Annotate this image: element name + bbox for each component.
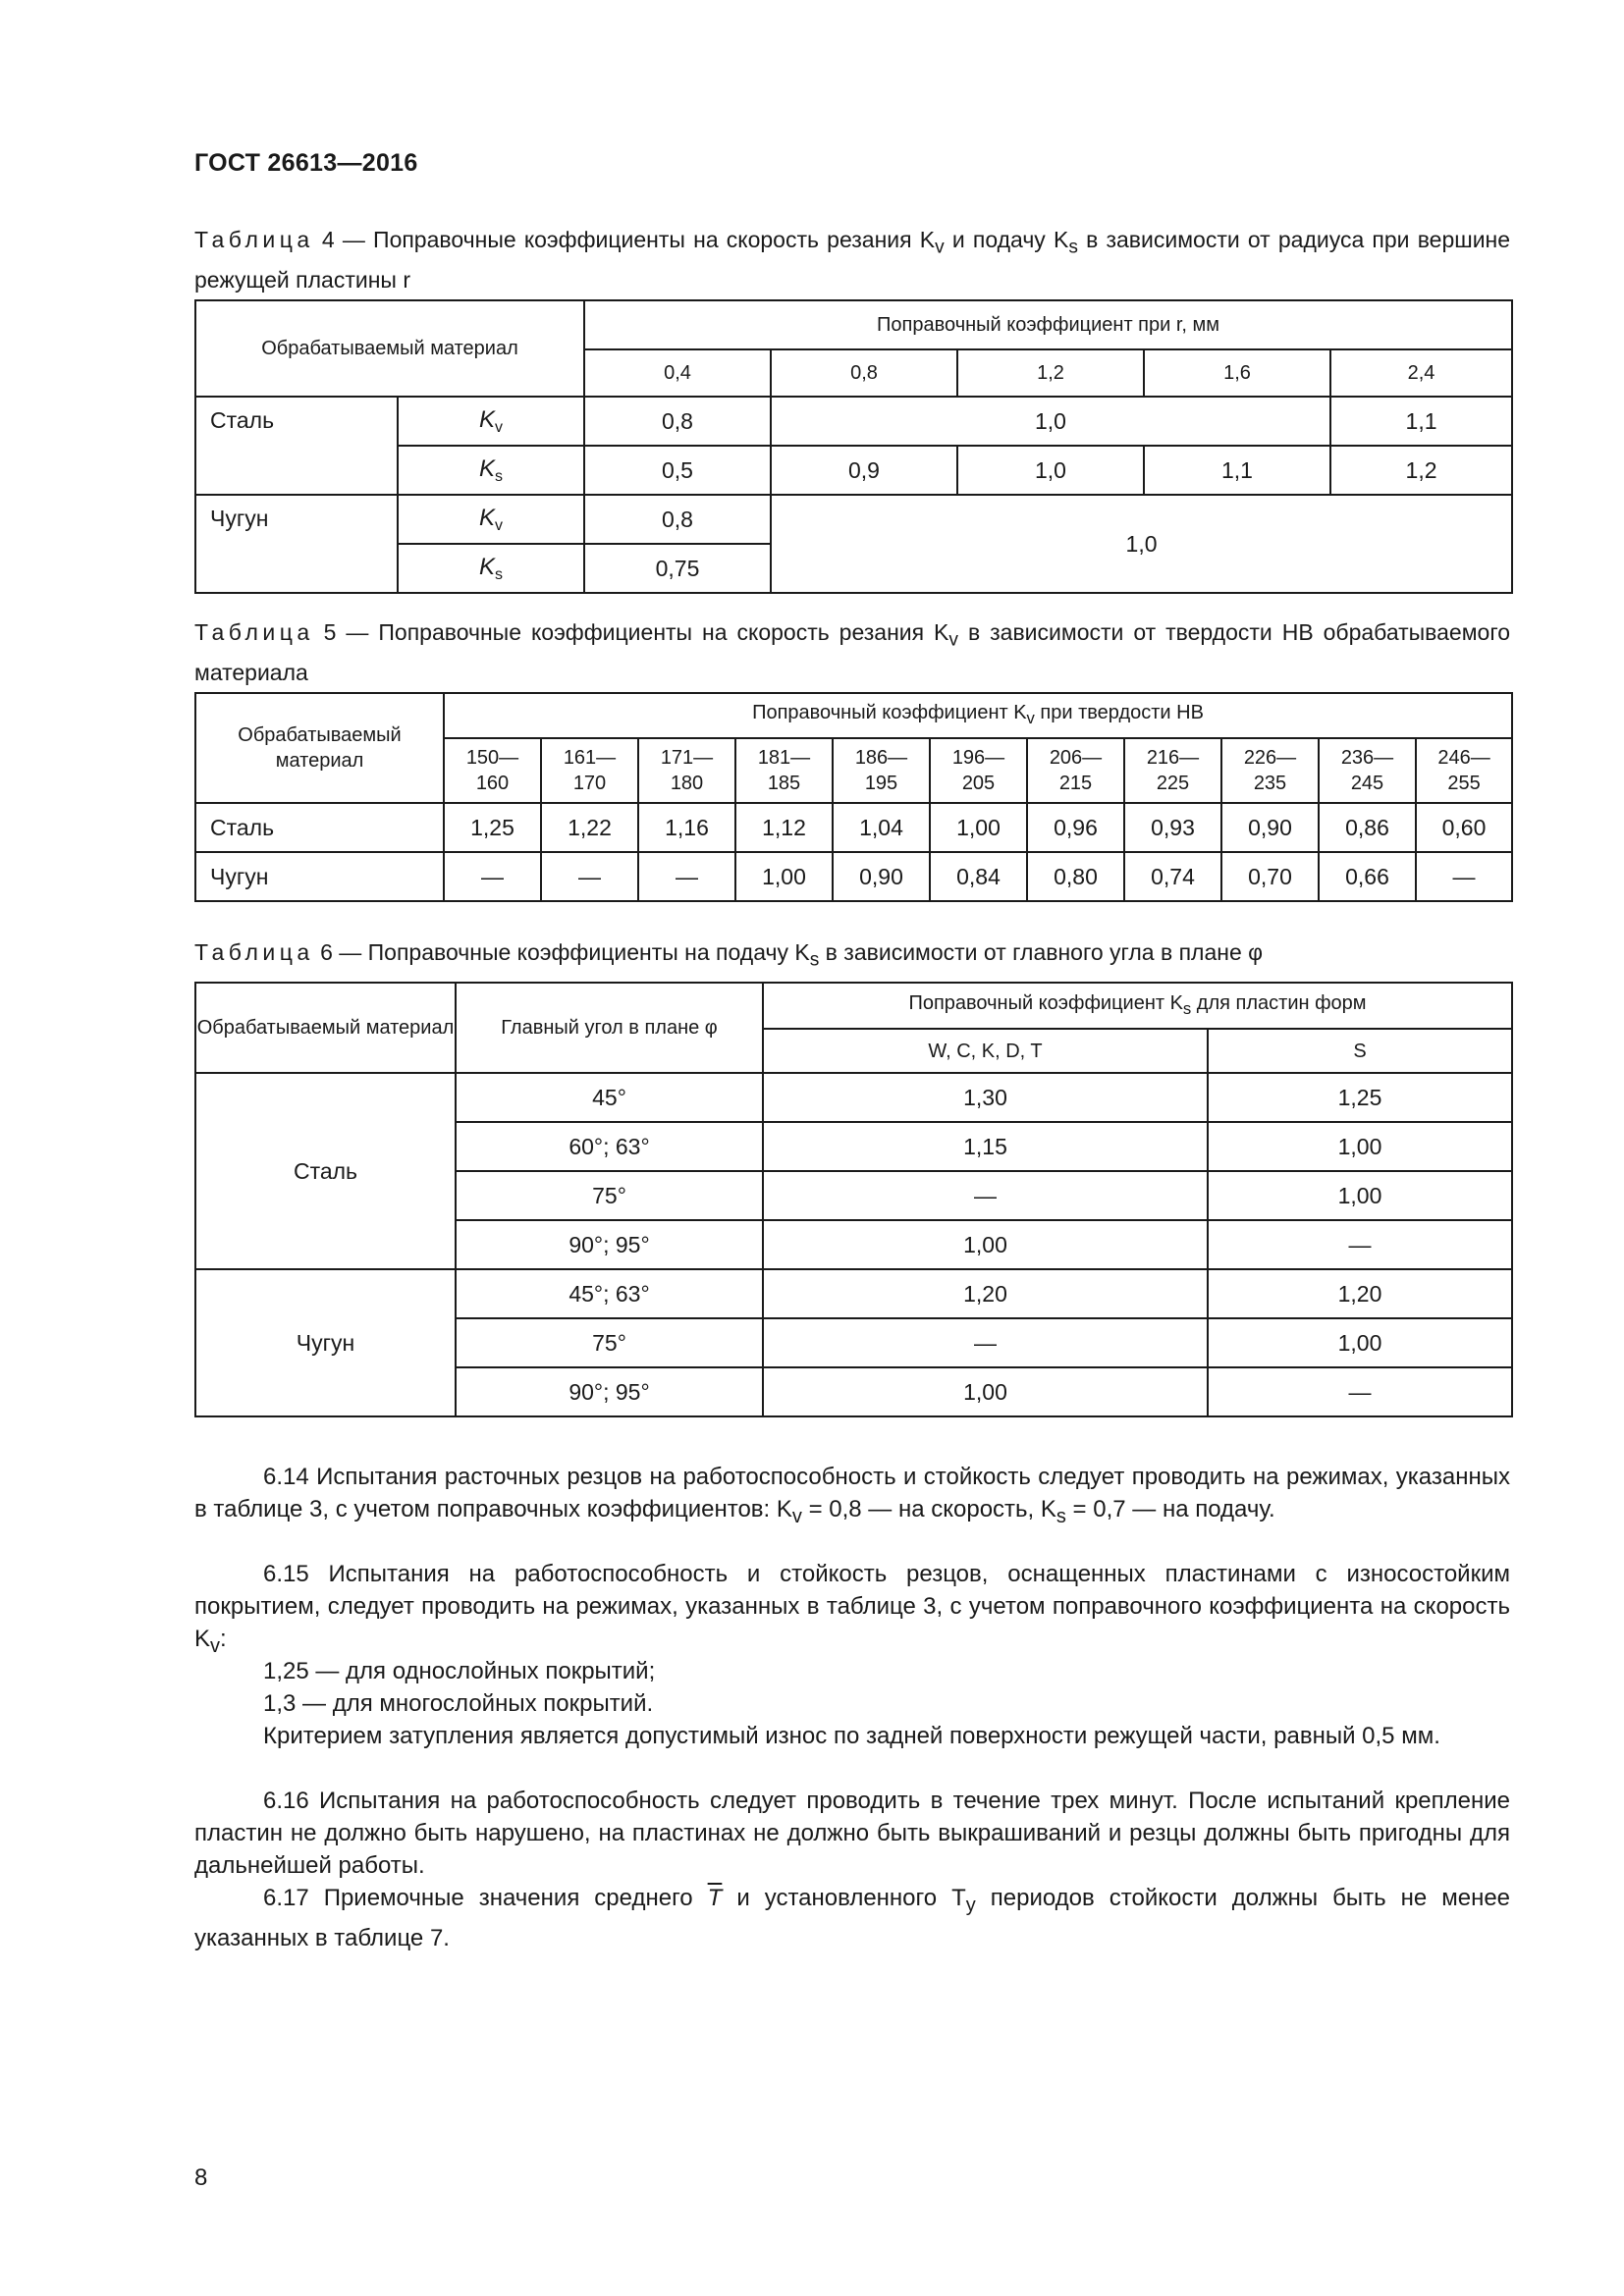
table6-caption: Таблица 6 — Поправочные коэффициенты на подачу $K_s$ в зависимости от главного угла в плане φ xyxy=(194,939,1264,971)
table6-iron: Чугун xyxy=(195,1269,456,1416)
table-cell: 1,16 xyxy=(638,803,735,852)
hardness-range: 216— 225 xyxy=(1124,738,1221,803)
table-cell: 1,1 xyxy=(1144,446,1330,495)
table4-radius: 0,4 xyxy=(584,349,771,397)
table6-header-angle: Главный угол в плане φ xyxy=(456,983,763,1073)
paragraph-6-16: 6.16 Испытания на работоспособность следует проводить в течение трех минут. После испытаний крепление пластин не должно быть нарушено, на пластинах не должно быть выкрашиваний и резцы должны быть пригодны для дальнейшей работы. xyxy=(194,1788,1510,1879)
table4-radius: 2,4 xyxy=(1330,349,1512,397)
table-cell: 1,00 xyxy=(763,1367,1208,1416)
table-row xyxy=(195,495,1512,544)
paragraph-6-15-criterion: Критерием затупления является допустимый износ по задней поверхности режущей части, равный 0,5 мм. xyxy=(263,1723,1440,1749)
table-cell: 0,66 xyxy=(1319,852,1416,901)
table-cell: 1,00 xyxy=(763,1220,1208,1269)
hardness-range: 181— 185 xyxy=(735,738,833,803)
table-cell: 0,60 xyxy=(1416,803,1512,852)
coef-kv: $K_v$ xyxy=(398,397,584,446)
table-cell: — xyxy=(638,852,735,901)
table4-header-material: Обрабатываемый материал xyxy=(195,300,584,397)
table-cell: 0,74 xyxy=(1124,852,1221,901)
table-cell: 1,25 xyxy=(444,803,541,852)
table-cell: 1,00 xyxy=(1208,1122,1512,1171)
table-cell: 1,15 xyxy=(763,1122,1208,1171)
hardness-range: 171— 180 xyxy=(638,738,735,803)
table6-steel: Сталь xyxy=(195,1073,456,1269)
table-cell: 1,00 xyxy=(1208,1171,1512,1220)
table-cell: — xyxy=(763,1171,1208,1220)
table-cell: 45°; 63° xyxy=(456,1269,763,1318)
hardness-range: 226— 235 xyxy=(1221,738,1319,803)
table-cell-merged: 1,0 xyxy=(771,495,1512,593)
table-cell: 0,90 xyxy=(1221,803,1319,852)
table6-header-shapes: W, C, K, D, T xyxy=(763,1029,1208,1073)
table-cell: 75° xyxy=(456,1171,763,1220)
table-row xyxy=(195,1269,1512,1318)
table5 xyxy=(194,692,1513,902)
table-cell: 1,22 xyxy=(541,803,638,852)
page-number: 8 xyxy=(194,2164,208,2191)
table4-steel: Сталь xyxy=(195,397,398,495)
table4-radius: 1,2 xyxy=(957,349,1144,397)
table-cell: 0,93 xyxy=(1124,803,1221,852)
table4-caption: Таблица 4 — Поправочные коэффициенты на скорость резания $K_v$ и подачу $K_s$ в зависимости от радиуса при вершине режущей пластины r xyxy=(194,227,1511,293)
table-cell: 1,20 xyxy=(1208,1269,1512,1318)
table-row xyxy=(195,803,1512,852)
hardness-range: 186— 195 xyxy=(833,738,930,803)
table6-header-shapes: S xyxy=(1208,1029,1512,1073)
paragraph-6-15-item2: 1,3 — для многослойных покрытий. xyxy=(263,1690,654,1717)
table-cell: — xyxy=(1416,852,1512,901)
table4-radius: 1,6 xyxy=(1144,349,1330,397)
table4-iron: Чугун xyxy=(195,495,398,593)
table-cell: 1,04 xyxy=(833,803,930,852)
hardness-range: 161— 170 xyxy=(541,738,638,803)
coef-ks: $K_s$ xyxy=(398,544,584,593)
document-header: ГОСТ 26613—2016 xyxy=(194,149,418,177)
hardness-range: 150— 160 xyxy=(444,738,541,803)
table-row xyxy=(195,1073,1512,1122)
table6-header-group: Поправочный коэффициент $K_s$ для пластин форм xyxy=(763,983,1512,1029)
table-cell: — xyxy=(1208,1367,1512,1416)
table-cell: — xyxy=(1208,1220,1512,1269)
table-cell: 1,00 xyxy=(1208,1318,1512,1367)
table5-steel: Сталь xyxy=(195,803,444,852)
paragraph-6-14: 6.14 Испытания расточных резцов на работоспособность и стойкость следует проводить на режимах, указанных в таблице 3, с учетом поправочных коэффициентов: $K_v = 0,8$ — на скорость, $K_s = 0,7$ — на подачу. xyxy=(194,1464,1510,1527)
table-cell: 1,00 xyxy=(735,852,833,901)
paragraph-6-15-item1: 1,25 — для однослойных покрытий; xyxy=(263,1658,656,1684)
table-cell: 1,00 xyxy=(930,803,1027,852)
table4-radius: 0,8 xyxy=(771,349,957,397)
coef-ks: $K_s$ xyxy=(398,446,584,495)
hardness-range: 236— 245 xyxy=(1319,738,1416,803)
table-cell: — xyxy=(763,1318,1208,1367)
table-cell: 0,84 xyxy=(930,852,1027,901)
table5-header-group: Поправочный коэффициент $K_v$ при твердости HB xyxy=(444,693,1512,738)
table-cell: 1,30 xyxy=(763,1073,1208,1122)
table-cell: 75° xyxy=(456,1318,763,1367)
table-row xyxy=(195,397,1512,446)
table5-header-material: Обрабатываемый материал xyxy=(195,693,444,803)
table4 xyxy=(194,299,1513,594)
coef-kv: $K_v$ xyxy=(398,495,584,544)
table-cell: 1,20 xyxy=(763,1269,1208,1318)
table5-iron: Чугун xyxy=(195,852,444,901)
table-cell: 0,5 xyxy=(584,446,771,495)
table-cell: — xyxy=(444,852,541,901)
table-cell: 90°; 95° xyxy=(456,1367,763,1416)
table-cell: 1,12 xyxy=(735,803,833,852)
hardness-range: 246— 255 xyxy=(1416,738,1512,803)
hardness-range: 196— 205 xyxy=(930,738,1027,803)
table6-header-material: Обрабатываемый материал xyxy=(195,983,456,1073)
table-cell: 90°; 95° xyxy=(456,1220,763,1269)
table-cell: 0,86 xyxy=(1319,803,1416,852)
table-cell: 0,90 xyxy=(833,852,930,901)
paragraph-6-17: 6.17 Приемочные значения среднего $\overline{T}$ и установленного $T_y$ периодов стойкости должны быть не менее указанных в таблице 7. xyxy=(194,1885,1511,1951)
table-cell: 1,1 xyxy=(1330,397,1512,446)
table-cell: 0,9 xyxy=(771,446,957,495)
table-cell: 1,25 xyxy=(1208,1073,1512,1122)
table-cell: 0,8 xyxy=(584,495,771,544)
table-row xyxy=(195,852,1512,901)
table-cell: — xyxy=(541,852,638,901)
table5-caption: Таблица 5 — Поправочные коэффициенты на скорость резания $K_v$ в зависимости от твердости HB обрабатываемого материала xyxy=(194,619,1510,685)
table-cell: 60°; 63° xyxy=(456,1122,763,1171)
table-cell: 0,80 xyxy=(1027,852,1124,901)
table-cell: 45° xyxy=(456,1073,763,1122)
table-cell: 0,75 xyxy=(584,544,771,593)
paragraph-6-15: 6.15 Испытания на работоспособность и стойкость резцов, оснащенных пластинами с износостойким покрытием, следует проводить на режимах, указанных в таблице 3, с учетом поправочного коэффициента на скорость $K_v$: xyxy=(194,1561,1510,1657)
table-cell: 0,96 xyxy=(1027,803,1124,852)
table-cell: 1,0 xyxy=(771,397,1330,446)
table-cell: 1,2 xyxy=(1330,446,1512,495)
table6 xyxy=(194,982,1513,1417)
table-cell: 0,70 xyxy=(1221,852,1319,901)
table4-header-group: Поправочный коэффициент при r, мм xyxy=(584,300,1512,349)
table-cell: 0,8 xyxy=(584,397,771,446)
table-cell: 1,0 xyxy=(957,446,1144,495)
hardness-range: 206— 215 xyxy=(1027,738,1124,803)
